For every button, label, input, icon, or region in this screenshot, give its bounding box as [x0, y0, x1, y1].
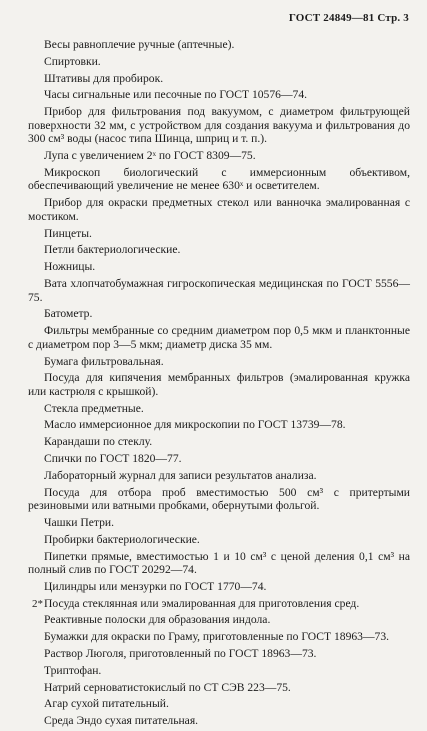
document-body — [28, 38, 410, 731]
paragraph: Спиртовки. — [44, 54, 101, 68]
paragraph: Цилиндры или мензурки по ГОСТ 1770—74. — [44, 579, 267, 593]
paragraph: Стекла предметные. — [44, 401, 144, 415]
page-footer: 2* — [32, 598, 43, 610]
paragraph: Весы равноплечие ручные (аптечные). — [44, 38, 235, 51]
paragraph: Фильтры мембранные со средним диаметром пор 0,5 мкм и планктонные с диаметром пор 3—5 мкм; диаметр диска 35 мм. — [28, 324, 410, 351]
paragraph: Батометр. — [44, 307, 93, 321]
paragraph: Агар сухой питательный. — [44, 697, 169, 711]
paragraph: Пинцеты. — [44, 226, 92, 240]
paragraph: Натрий серноватистокислый по СТ СЭВ 223—75. — [44, 680, 291, 694]
paragraph: Спички по ГОСТ 1820—77. — [44, 452, 182, 465]
paragraph: Масло иммерсионное для микроскопии по ГОСТ 13739—78. — [44, 418, 346, 432]
paragraph: Чашки Петри. — [44, 515, 114, 529]
paragraph: Лупа с увеличением 2ˣ по ГОСТ 8309—75. — [44, 149, 256, 163]
paragraph: Прибор для окраски предметных стекол или ванночка эмалированная с мостиком. — [28, 196, 410, 223]
paragraph: Посуда стеклянная или эмалированная для приготовления сред. — [44, 596, 360, 610]
paragraph: Ножницы. — [44, 260, 96, 274]
paragraph: Пипетки прямые, вместимостью 1 и 10 см³ с ценой деления 0,1 см³ на полный слив по ГОСТ 20292—74. — [28, 549, 410, 577]
paragraph: Посуда для кипячения мембранных фильтров (эмалированная кружка или кастрюля с крышкой). — [28, 371, 410, 398]
paragraph: Среда Эндо сухая питательная. — [44, 714, 199, 728]
paragraph: Петли бактериологические. — [44, 243, 181, 257]
paragraph: Триптофан. — [44, 663, 102, 677]
paragraph: Реактивные полоски для образования индола. — [44, 613, 271, 627]
paragraph: Прибор для фильтрования под вакуумом, с диаметром фильтрующей поверхности 32 мм, с устройством для создания вакуума и фильтрования до 300 см³ воды (насос типа Шинца, шприц и т. п.). — [28, 105, 410, 146]
page-header: ГОСТ 24849—81 Стр. 3 — [288, 12, 409, 24]
paragraph: Бумага фильтровальная. — [44, 354, 164, 368]
paragraph: Микроскоп биологический с иммерсионным объективом, обеспечивающий увеличение не менее 630ˣ и осветителем. — [28, 165, 410, 193]
paragraph: Штативы для пробирок. — [44, 71, 164, 85]
paragraph: Карандаши по стеклу. — [44, 435, 153, 449]
paragraph: Пробирки бактериологические. — [44, 532, 200, 546]
paragraph: Часы сигнальные или песочные по ГОСТ 10576—74. — [44, 88, 308, 102]
paragraph: Вата хлопчатобумажная гигроскопическая медицинская по ГОСТ 5556—75. — [28, 276, 410, 304]
paragraph: Посуда для отбора проб вместимостью 500 см³ с притертыми резиновыми или ватными пробками, обернутыми фольгой. — [28, 485, 410, 513]
paragraph: Раствор Люголя, приготовленный по ГОСТ 18963—73. — [44, 647, 317, 660]
paragraph: Лабораторный журнал для записи результатов анализа. — [44, 468, 317, 482]
paragraph: Бумажки для окраски по Граму, приготовленные по ГОСТ 18963—73. — [44, 630, 390, 644]
